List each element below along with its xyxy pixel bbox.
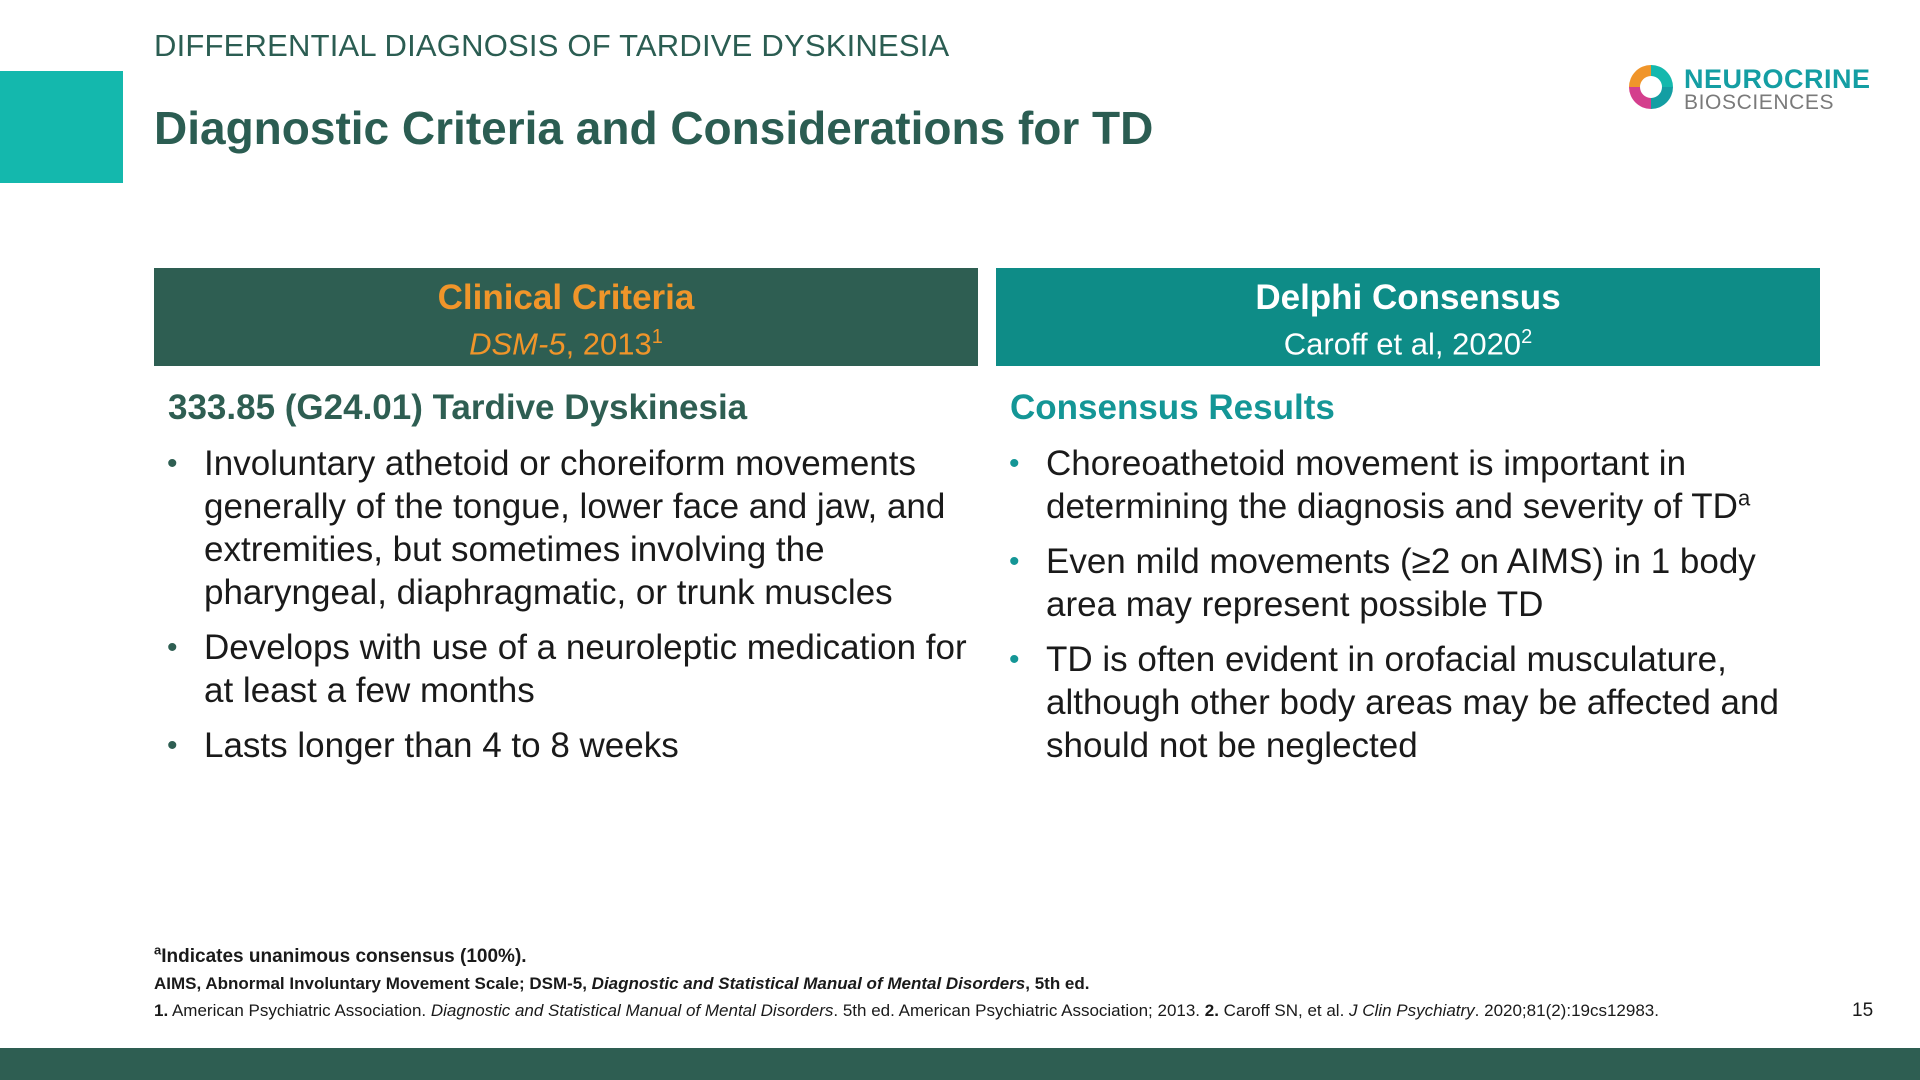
delphi-consensus-source [996,318,1820,363]
clinical-criteria-column [154,268,978,779]
bullet-text: Even mild movements (≥2 on AIMS) in 1 body area may represent possible TD [1046,542,1756,624]
dsm-5-italic: DSM-5 [469,326,566,362]
list-item [1009,540,1820,626]
clinical-criteria-year: , 2013 [565,326,652,362]
footnote-consensus-text: Indicates unanimous consensus (100%). [161,946,527,967]
slide-title: Diagnostic Criteria and Considerations for TD [154,102,1154,154]
footnote-a-marker: a [154,942,162,958]
bullet-icon: • [167,631,178,664]
logo-name: NEUROCRINE [1684,64,1871,94]
clinical-criteria-title: Clinical Criteria [437,278,695,317]
tardive-dyskinesia-heading: 333.85 (G24.01) Tardive Dyskinesia [168,388,748,427]
ref-2-author: Caroff SN, et al. [1218,1001,1350,1020]
list-item [167,442,978,614]
bullet-icon: • [167,447,178,480]
clinical-criteria-source [154,318,978,363]
ref-1-superscript: 1 [651,326,663,348]
ref-2-journal: J Clin Psychiatry [1349,1001,1475,1020]
company-logo [1626,62,1891,118]
ref-2-superscript: 2 [1521,326,1533,348]
consensus-results-list [996,442,1820,767]
list-item [167,626,978,712]
bullet-icon: • [1009,643,1020,676]
footnotes [154,944,1794,1024]
clinical-criteria-list [154,442,978,767]
list-item [167,724,978,767]
ref-2-number: 2. [1204,1001,1219,1020]
footnote-references [154,997,1794,1024]
bullet-text: Lasts longer than 4 to 8 weeks [204,726,679,765]
bullet-text: Involuntary athetoid or choreiform movements generally of the tongue, lower face and jaw, and extremities, but sometimes involving the pharyngeal, diaphragmatic, or trunk muscles [204,444,946,612]
page-number: 15 [1852,1000,1874,1021]
list-item [1009,638,1820,767]
neurocrine-swirl-logo-icon [1626,62,1676,112]
delphi-consensus-title: Delphi Consensus [1255,278,1561,317]
delphi-consensus-column [996,268,1820,779]
delphi-consensus-citation: Caroff et al, 2020 [1283,326,1522,362]
logo-sub: BIOSCIENCES [1684,91,1835,114]
clinical-criteria-header [154,268,978,366]
bullet-icon: • [1009,545,1020,578]
ref-1-title: Diagnostic and Statistical Manual of Mental Disorders [430,1001,834,1020]
section-label: DIFFERENTIAL DIAGNOSIS OF TARDIVE DYSKINESIA [154,28,950,63]
bottom-bar [0,1048,1920,1080]
ref-2-details: . 2020;81(2):19cs12983. [1474,1001,1659,1020]
ref-1-author: American Psychiatric Association. [168,1001,431,1020]
bullet-text: Choreoathetoid movement is important in determining the diagnosis and severity of TD [1046,444,1738,526]
abbrev-italic: Diagnostic and Statistical Manual of Mental Disorders [591,974,1026,993]
delphi-consensus-header [996,268,1820,366]
bullet-icon: • [167,729,178,762]
bullet-text: TD is often evident in orofacial musculature, although other body areas may be affected and should not be neglected [1046,640,1779,765]
bullet-text: Develops with use of a neuroleptic medication for at least a few months [204,628,967,710]
footnote-consensus [154,944,1794,970]
ref-1-number: 1. [154,1001,169,1020]
ref-1-details: . 5th ed. American Psychiatric Association; 2013. [833,1001,1205,1020]
list-item [1009,442,1820,528]
footnote-a-superscript: a [1737,485,1751,511]
bullet-icon: • [1009,447,1020,480]
abbrev-edition: , 5th ed. [1025,974,1090,993]
consensus-results-heading: Consensus Results [1010,388,1335,427]
accent-block [0,71,123,183]
footnote-abbreviations [154,970,1794,997]
abbrev-text: AIMS, Abnormal Involuntary Movement Scale; DSM-5, [154,974,592,993]
